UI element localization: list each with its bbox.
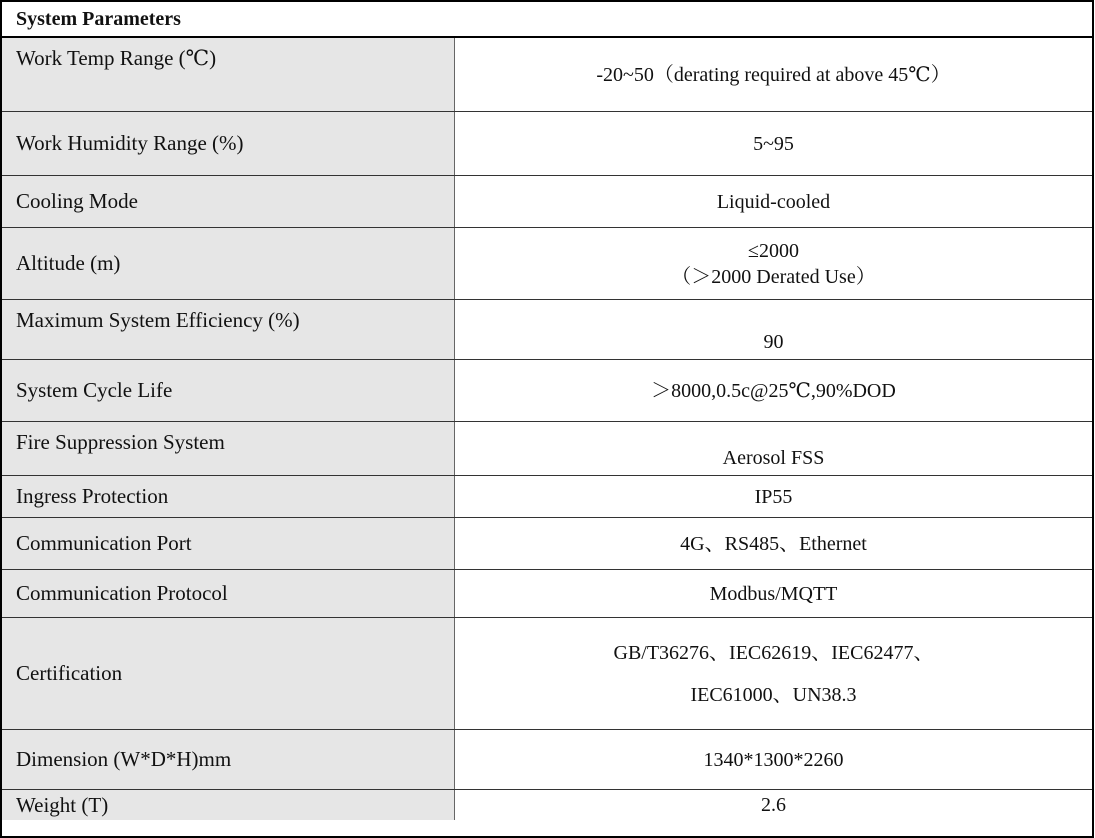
row-value: IP55 [454, 476, 1092, 517]
value-line: GB/T36276、IEC62619、IEC62477、 [613, 641, 934, 664]
row-label: Dimension (W*D*H)mm [2, 730, 454, 789]
row-label: Ingress Protection [2, 476, 454, 517]
table-row [2, 38, 1092, 112]
table-row [2, 422, 1092, 476]
row-label: Communication Port [2, 518, 454, 569]
row-value: 2.6 [454, 790, 1092, 820]
row-value: -20~50（derating required at above 45℃） [454, 38, 1092, 111]
table-row [2, 518, 1092, 570]
row-label: Certification [2, 618, 454, 729]
row-label: Work Temp Range (℃) [2, 38, 454, 111]
row-value: Aerosol FSS [454, 422, 1092, 475]
table-row [2, 790, 1092, 820]
row-label: Communication Protocol [2, 570, 454, 617]
table-row [2, 730, 1092, 790]
row-label: Work Humidity Range (%) [2, 112, 454, 175]
value-line: ≤2000 [748, 239, 799, 262]
row-value [454, 618, 1092, 729]
table-row [2, 176, 1092, 228]
row-label: Maximum System Efficiency (%) [2, 300, 454, 359]
row-value: Liquid-cooled [454, 176, 1092, 227]
table-row [2, 228, 1092, 300]
row-value [454, 228, 1092, 299]
row-label: System Cycle Life [2, 360, 454, 421]
row-value: Modbus/MQTT [454, 570, 1092, 617]
row-value: ＞8000,0.5c@25℃,90%DOD [454, 360, 1092, 421]
row-label: Cooling Mode [2, 176, 454, 227]
value-line: IEC61000、UN38.3 [690, 683, 857, 706]
table-title: System Parameters [2, 2, 1092, 38]
row-value: 1340*1300*2260 [454, 730, 1092, 789]
row-value: 4G、RS485、Ethernet [454, 518, 1092, 569]
table-row [2, 360, 1092, 422]
table-row [2, 300, 1092, 360]
table-row [2, 618, 1092, 730]
row-value: 90 [454, 300, 1092, 359]
row-label: Weight (T) [2, 790, 454, 820]
table-row [2, 476, 1092, 518]
table-row [2, 570, 1092, 618]
row-label: Altitude (m) [2, 228, 454, 299]
table-row [2, 112, 1092, 176]
row-label: Fire Suppression System [2, 422, 454, 475]
value-line: （＞2000 Derated Use） [671, 265, 876, 288]
row-value: 5~95 [454, 112, 1092, 175]
